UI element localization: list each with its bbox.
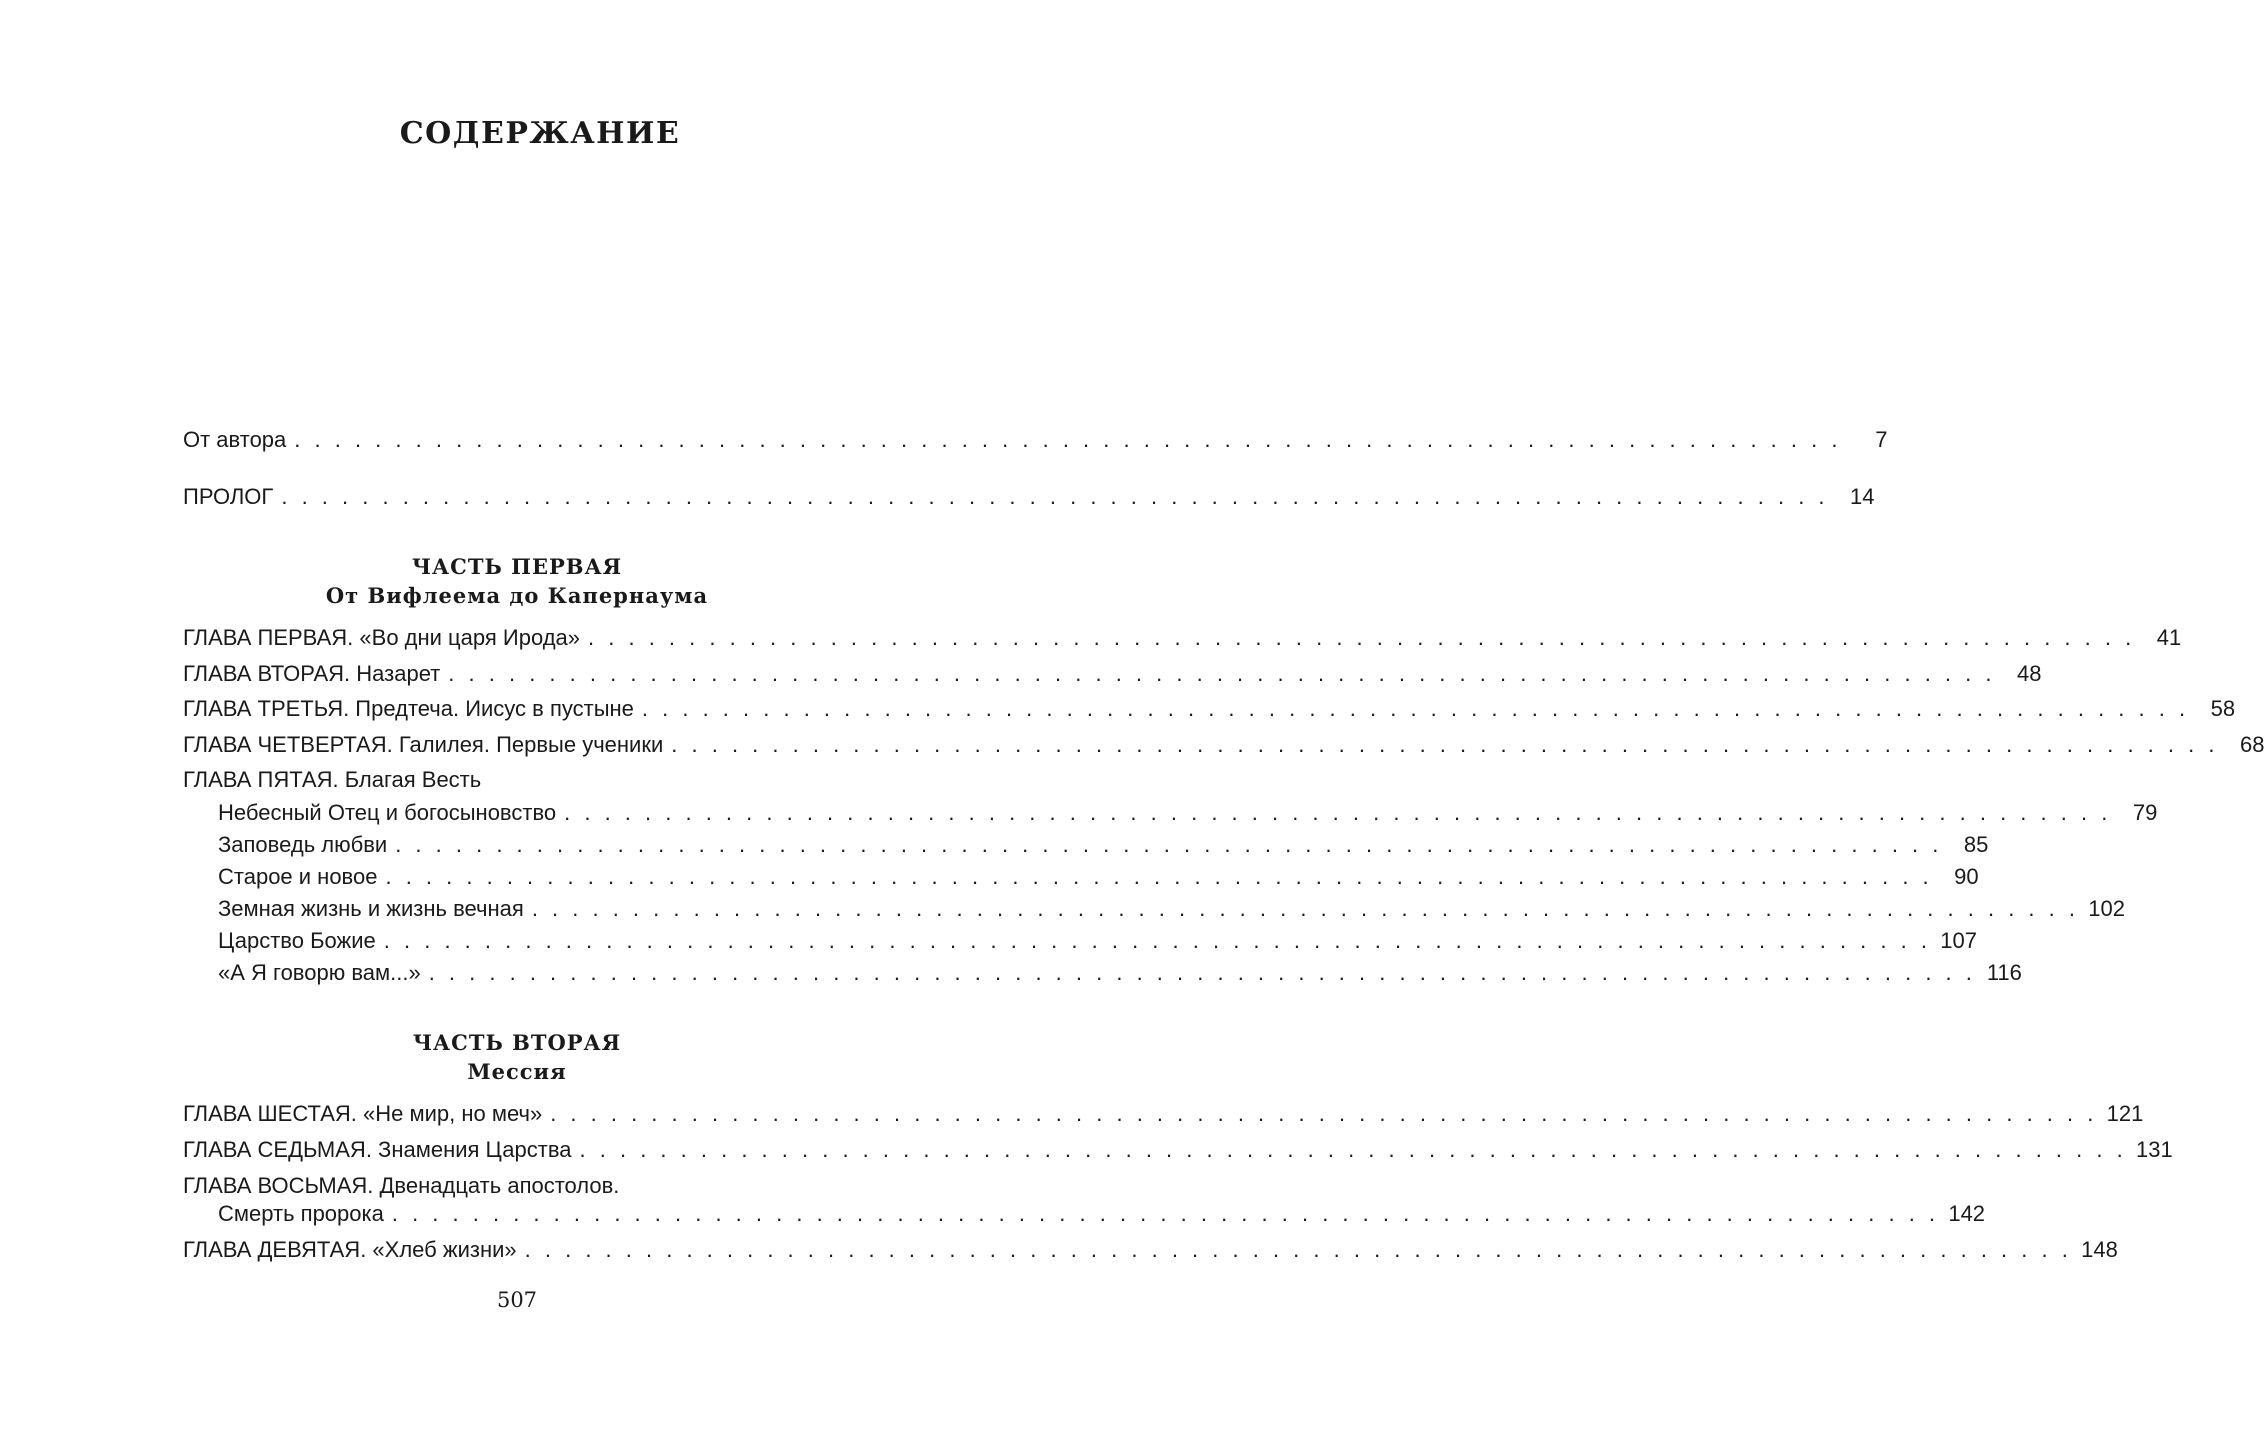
toc-section-entry[interactable] [218, 828, 1989, 862]
toc-entry-chapter-6[interactable] [183, 1097, 2144, 1131]
toc-section-entry[interactable] [218, 956, 2022, 990]
toc-entry-chapter-3[interactable] [183, 692, 2236, 726]
toc-entry-label: ГЛАВА ШЕСТАЯ. «Не мир, но меч» [183, 1101, 543, 1126]
dot-leader: . . . . . . . . . . . . . . . . . . . . . . . . . . . . . . . . . . . . . . . . . . . . . . . . . . . . . . . . . . . . . . . . . . . . . . . . . . . . . [531, 896, 2079, 921]
page-number: 507 [496, 1288, 538, 1312]
toc-entry-label: Царство Божие [218, 928, 376, 953]
dot-leader: . . . . . . . . . . . . . . . . . . . . . . . . . . . . . . . . . . . . . . . . . . . . . . . . . . . . . . . . . . . . . . . . . . . . . . . . . . . . . [588, 625, 2136, 650]
toc-entry-label: Заповедь любви [218, 832, 388, 857]
toc-entry-chapter-2[interactable] [183, 657, 2042, 691]
dot-leader: . . . . . . . . . . . . . . . . . . . . . . . . . . . . . . . . . . . . . . . . . . . . . . . . . . . . . . . . . . . . . . . . . . . . . . . . . . . . . [385, 864, 1933, 889]
dot-leader: . . . . . . . . . . . . . . . . . . . . . . . . . . . . . . . . . . . . . . . . . . . . . . . . . . . . . . . . . . . . . . . . . . . . . . . . . . . . . [383, 928, 1931, 953]
toc-entry-from-author[interactable] [183, 423, 1888, 457]
dot-leader: . . . . . . . . . . . . . . . . . . . . . . . . . . . . . . . . . . . . . . . . . . . . . . . . . . . . . . . . . . . . . . . . . . . . . . . . . . . . . [294, 427, 1842, 452]
toc-entry-prologue[interactable] [183, 480, 1875, 514]
toc-section-entry[interactable] [218, 924, 1977, 958]
part-two-heading: ЧАСТЬ ВТОРАЯ [412, 1030, 622, 1055]
toc-entry-chapter-1[interactable] [183, 621, 2182, 655]
toc-entry-label: ГЛАВА ДЕВЯТАЯ. «Хлеб жизни» [183, 1237, 517, 1262]
toc-page-number: 116 [1986, 960, 2022, 985]
toc-entry-chapter-4[interactable] [183, 728, 2264, 762]
toc-page-number: 148 [2081, 1237, 2118, 1262]
toc-entry-label: ГЛАВА ВТОРАЯ. Назарет [183, 661, 441, 686]
toc-page-number: 41 [2156, 625, 2182, 650]
toc-section-entry[interactable] [218, 860, 1979, 894]
dot-leader: . . . . . . . . . . . . . . . . . . . . . . . . . . . . . . . . . . . . . . . . . . . . . . . . . . . . . . . . . . . . . . . . . . . . . . . . . . . . . [550, 1101, 2098, 1126]
dot-leader: . . . . . . . . . . . . . . . . . . . . . . . . . . . . . . . . . . . . . . . . . . . . . . . . . . . . . . . . . . . . . . . . . . . . . . . . . . . . . [281, 484, 1829, 509]
toc-entry-label: ГЛАВА ТРЕТЬЯ. Предтеча. Иисус в пустыне [183, 696, 634, 721]
toc-page-number: 85 [1963, 832, 1989, 857]
toc-entry-label: ПРОЛОГ [183, 484, 274, 509]
toc-section-entry[interactable] [218, 796, 2158, 830]
dot-leader: . . . . . . . . . . . . . . . . . . . . . . . . . . . . . . . . . . . . . . . . . . . . . . . . . . . . . . . . . . . . . . . . . . . . . . . . . . . . . [391, 1201, 1940, 1226]
toc-page-number: 68 [2239, 732, 2264, 757]
toc-entry-label: Небесный Отец и богосыновство [218, 800, 557, 825]
part-one-heading: ЧАСТЬ ПЕРВАЯ [411, 554, 623, 579]
dot-leader: . . . . . . . . . . . . . . . . . . . . . . . . . . . . . . . . . . . . . . . . . . . . . . . . . . . . . . . . . . . . . . . . . . . . . . . . . . . . . [524, 1237, 2072, 1262]
toc-entry-label: ГЛАВА СЕДЬМАЯ. Знамения Царства [183, 1137, 572, 1162]
dot-leader: . . . . . . . . . . . . . . . . . . . . . . . . . . . . . . . . . . . . . . . . . . . . . . . . . . . . . . . . . . . . . . . . . . . . . . . . . . . . . [579, 1137, 2127, 1162]
toc-page-number: 121 [2106, 1101, 2144, 1126]
toc-entry-label: Земная жизнь и жизнь вечная [218, 896, 524, 921]
toc-entry-label: ГЛАВА ПЕРВАЯ. «Во дни царя Ирода» [183, 625, 581, 650]
toc-entry-label: «А Я говорю вам...» [218, 960, 421, 985]
dot-leader: . . . . . . . . . . . . . . . . . . . . . . . . . . . . . . . . . . . . . . . . . . . . . . . . . . . . . . . . . . . . . . . . . . . . . . . . . . . . . [641, 696, 2190, 721]
dot-leader: . . . . . . . . . . . . . . . . . . . . . . . . . . . . . . . . . . . . . . . . . . . . . . . . . . . . . . . . . . . . . . . . . . . . . . . . . . . . . [564, 800, 2112, 825]
part-two-subtitle: Мессия [467, 1059, 567, 1084]
toc-page-number: 131 [2136, 1137, 2173, 1162]
toc-page-number: 107 [1940, 928, 1977, 953]
toc-page-number: 90 [1954, 864, 1979, 889]
toc-entry-label: От автора [183, 427, 287, 452]
toc-entry-chapter-8-continuation[interactable] [218, 1197, 1986, 1231]
toc-entry-chapter-9[interactable] [183, 1233, 2118, 1267]
toc-section-entry[interactable] [218, 892, 2125, 926]
toc-entry-chapter-8[interactable]: ГЛАВА ВОСЬМАЯ. Двенадцать апостолов. [183, 1173, 620, 1198]
toc-page-number: 58 [2210, 696, 2236, 721]
toc-page-number: 142 [1948, 1201, 1986, 1226]
toc-page-number: 14 [1850, 484, 1875, 509]
toc-entry-label: Смерть пророка [218, 1201, 384, 1226]
toc-page-number: 79 [2132, 800, 2158, 825]
toc-entry-label: ГЛАВА ЧЕТВЕРТАЯ. Галилея. Первые ученики [183, 732, 664, 757]
toc-entry-chapter-5[interactable]: ГЛАВА ПЯТАЯ. Благая Весть [183, 767, 482, 792]
toc-entry-chapter-7[interactable] [183, 1133, 2173, 1167]
toc-page-number: 48 [2017, 661, 2042, 686]
toc-page-number: 102 [2088, 896, 2125, 921]
part-one-subtitle: От Вифлеема до Капернаума [325, 583, 709, 608]
page-title: СОДЕРЖАНИЕ [399, 116, 681, 151]
dot-leader: . . . . . . . . . . . . . . . . . . . . . . . . . . . . . . . . . . . . . . . . . . . . . . . . . . . . . . . . . . . . . . . . . . . . . . . . . . . . . [671, 732, 2219, 757]
toc-entry-label: Старое и новое [218, 864, 378, 889]
dot-leader: . . . . . . . . . . . . . . . . . . . . . . . . . . . . . . . . . . . . . . . . . . . . . . . . . . . . . . . . . . . . . . . . . . . . . . . . . . . . . [395, 832, 1943, 857]
dot-leader: . . . . . . . . . . . . . . . . . . . . . . . . . . . . . . . . . . . . . . . . . . . . . . . . . . . . . . . . . . . . . . . . . . . . . . . . . . . . . [428, 960, 1976, 985]
dot-leader: . . . . . . . . . . . . . . . . . . . . . . . . . . . . . . . . . . . . . . . . . . . . . . . . . . . . . . . . . . . . . . . . . . . . . . . . . . . . . [448, 661, 1996, 686]
toc-page-number: 7 [1875, 427, 1888, 452]
